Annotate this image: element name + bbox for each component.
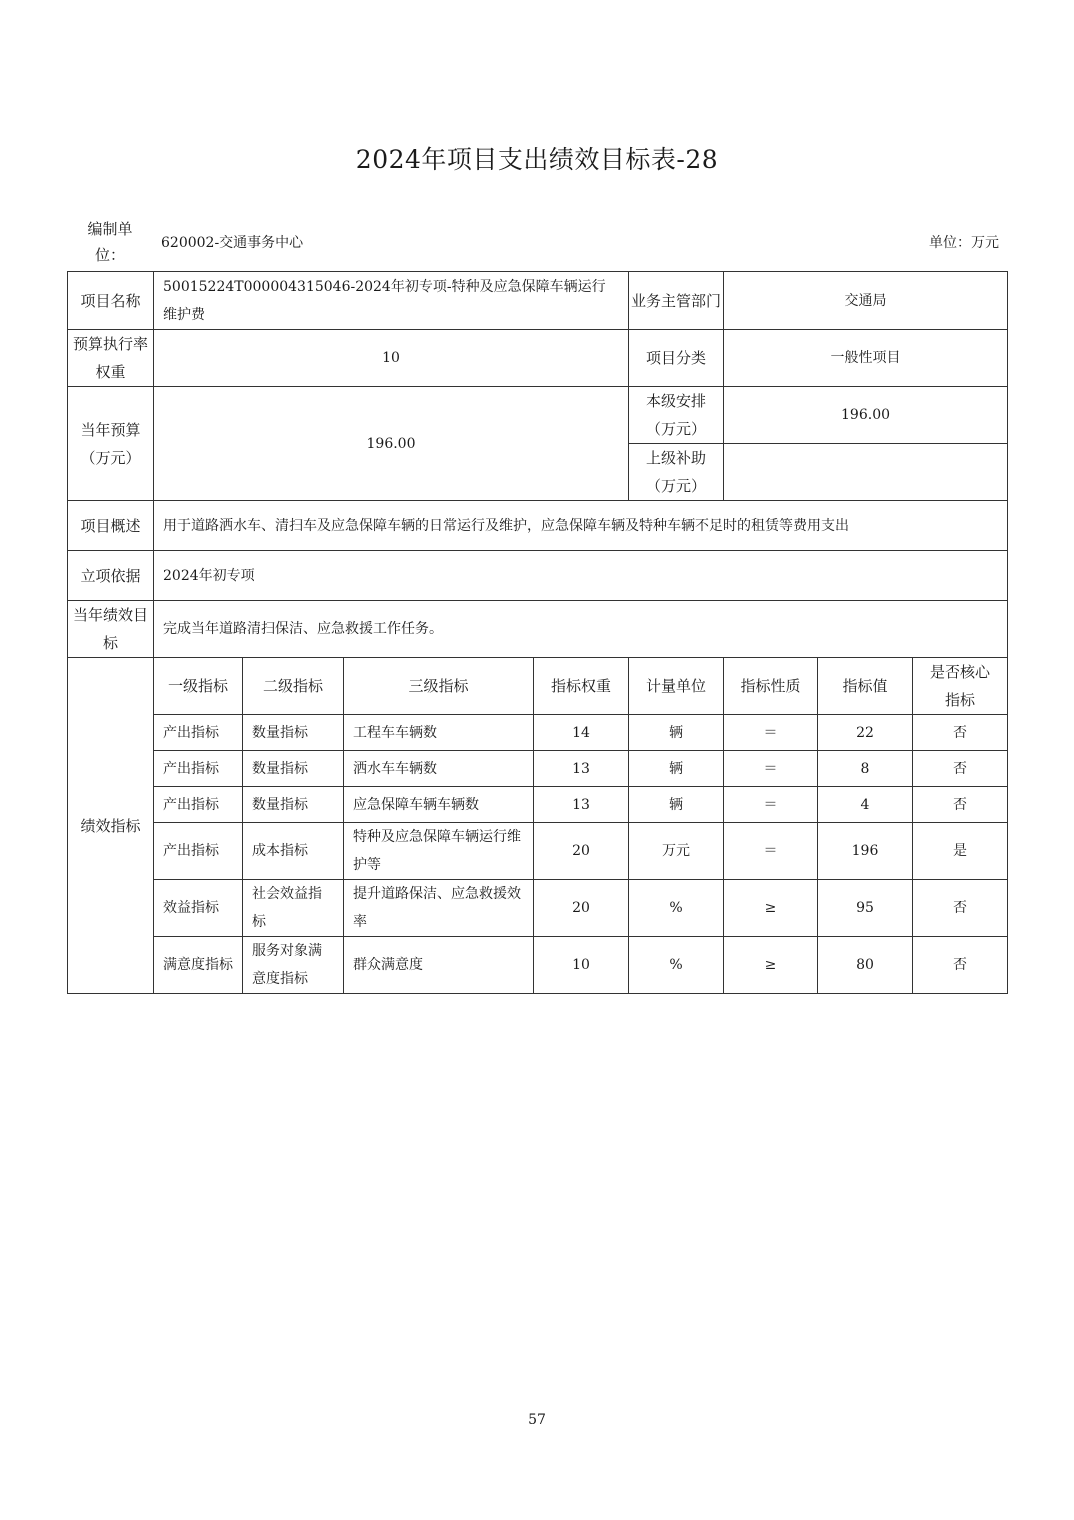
indicator-level3: 洒水车车辆数 [344, 751, 534, 787]
indicator-unit: 万元 [629, 823, 724, 880]
indicator-nature: ＝ [724, 751, 818, 787]
indicator-value: 22 [818, 715, 913, 751]
unit-label [67, 216, 153, 268]
overview-value: 用于道路洒水车、清扫车及应急保障车辆的日常运行及维护，应急保障车辆及特种车辆不足时的租赁等费用支出 [154, 501, 1008, 551]
page-number: 57 [528, 1412, 546, 1428]
unit-label-line1: 编制单 [87, 220, 133, 238]
indicator-level1: 满意度指标 [154, 937, 243, 994]
indicator-core: 是 [913, 823, 1008, 880]
goal-row [68, 601, 1008, 658]
upper-value [724, 444, 1008, 501]
local-label-line2: （万元） [646, 420, 707, 438]
basis-row [68, 551, 1008, 601]
project-name-value: 50015224T000004315046-2024年初专项-特种及应急保障车辆运行维护费 [154, 272, 629, 330]
indicator-header: 指标权重 [534, 658, 629, 715]
indicator-unit: 辆 [629, 715, 724, 751]
indicator-header: 二级指标 [243, 658, 344, 715]
budget-value: 196.00 [154, 387, 629, 501]
project-name-label: 项目名称 [68, 272, 154, 330]
upper-label [629, 444, 724, 501]
unit-label-line2: 位： [94, 246, 125, 264]
local-value: 196.00 [724, 387, 1008, 444]
indicator-unit: 辆 [629, 751, 724, 787]
unit-name: 620002-交通事务中心 [161, 235, 304, 251]
indicator-unit: % [629, 937, 724, 994]
indicator-level2: 社会效益指标 [243, 880, 344, 937]
indicator-core: 否 [913, 937, 1008, 994]
currency-unit: 单位：万元 [929, 235, 999, 251]
budget-label-line1: 当年预算 [80, 420, 141, 439]
budget-label [68, 387, 154, 501]
indicator-row [68, 880, 1008, 937]
indicator-row [68, 937, 1008, 994]
indicator-value: 4 [818, 787, 913, 823]
indicator-weight: 13 [534, 787, 629, 823]
basis-value: 2024年初专项 [154, 551, 1008, 601]
indicator-level2: 服务对象满意度指标 [243, 937, 344, 994]
project-name-row [68, 272, 1008, 330]
weight-label: 预算执行率权重 [68, 330, 154, 387]
indicator-weight: 13 [534, 751, 629, 787]
indicator-nature: ＝ [724, 715, 818, 751]
goal-value: 完成当年道路清扫保洁、应急救援工作任务。 [154, 601, 1008, 658]
upper-label-line1: 上级补助 [646, 449, 707, 467]
indicator-core: 否 [913, 715, 1008, 751]
indicator-row [68, 787, 1008, 823]
page-title: 2024年项目支出绩效目标表-28 [355, 145, 719, 174]
indicator-value: 80 [818, 937, 913, 994]
budget-row-1 [68, 387, 1008, 444]
indicator-nature: ≥ [724, 937, 818, 994]
basis-label: 立项依据 [68, 551, 154, 601]
indicator-value: 95 [818, 880, 913, 937]
indicator-value: 8 [818, 751, 913, 787]
indicator-row [68, 751, 1008, 787]
category-value: 一般性项目 [724, 330, 1008, 387]
indicator-level2: 数量指标 [243, 715, 344, 751]
indicator-value: 196 [818, 823, 913, 880]
indicator-level1: 产出指标 [154, 751, 243, 787]
indicator-header: 是否核心指标 [913, 658, 1008, 715]
upper-label-line2: （万元） [646, 477, 707, 495]
indicator-level1: 产出指标 [154, 787, 243, 823]
indicator-level3: 特种及应急保障车辆运行维护等 [344, 823, 534, 880]
local-label [629, 387, 724, 444]
indicator-level2: 数量指标 [243, 751, 344, 787]
indicator-level3: 群众满意度 [344, 937, 534, 994]
indicator-core: 否 [913, 787, 1008, 823]
indicator-core: 否 [913, 880, 1008, 937]
indicator-header: 计量单位 [629, 658, 724, 715]
budget-label-line2: （万元） [80, 448, 141, 467]
indicator-unit: 辆 [629, 787, 724, 823]
indicator-level3: 工程车车辆数 [344, 715, 534, 751]
indicator-level3: 提升道路保洁、应急救援效率 [344, 880, 534, 937]
meta-row [67, 216, 1007, 270]
overview-row [68, 501, 1008, 551]
indicator-level3: 应急保障车辆车辆数 [344, 787, 534, 823]
indicator-row [68, 715, 1008, 751]
indicator-weight: 14 [534, 715, 629, 751]
local-label-line1: 本级安排 [646, 392, 707, 410]
indicator-weight: 20 [534, 880, 629, 937]
indicator-level1: 效益指标 [154, 880, 243, 937]
indicator-weight: 20 [534, 823, 629, 880]
goal-label: 当年绩效目标 [68, 601, 154, 658]
indicator-row [68, 823, 1008, 880]
indicator-header: 一级指标 [154, 658, 243, 715]
weight-value: 10 [154, 330, 629, 387]
indicator-header-row [68, 658, 1008, 715]
category-label: 项目分类 [629, 330, 724, 387]
overview-label: 项目概述 [68, 501, 154, 551]
indicator-header: 指标值 [818, 658, 913, 715]
indicator-level2: 数量指标 [243, 787, 344, 823]
indicator-nature: ≥ [724, 880, 818, 937]
indicator-section-label: 绩效指标 [68, 658, 154, 994]
performance-table [67, 271, 1008, 994]
indicator-level1: 产出指标 [154, 715, 243, 751]
indicator-core: 否 [913, 751, 1008, 787]
indicator-unit: % [629, 880, 724, 937]
indicator-nature: ＝ [724, 787, 818, 823]
weight-row [68, 330, 1008, 387]
indicator-nature: ＝ [724, 823, 818, 880]
indicator-level2: 成本指标 [243, 823, 344, 880]
indicator-weight: 10 [534, 937, 629, 994]
indicator-level1: 产出指标 [154, 823, 243, 880]
indicator-header: 三级指标 [344, 658, 534, 715]
indicator-header: 指标性质 [724, 658, 818, 715]
dept-value: 交通局 [724, 272, 1008, 330]
dept-label: 业务主管部门 [629, 272, 724, 330]
